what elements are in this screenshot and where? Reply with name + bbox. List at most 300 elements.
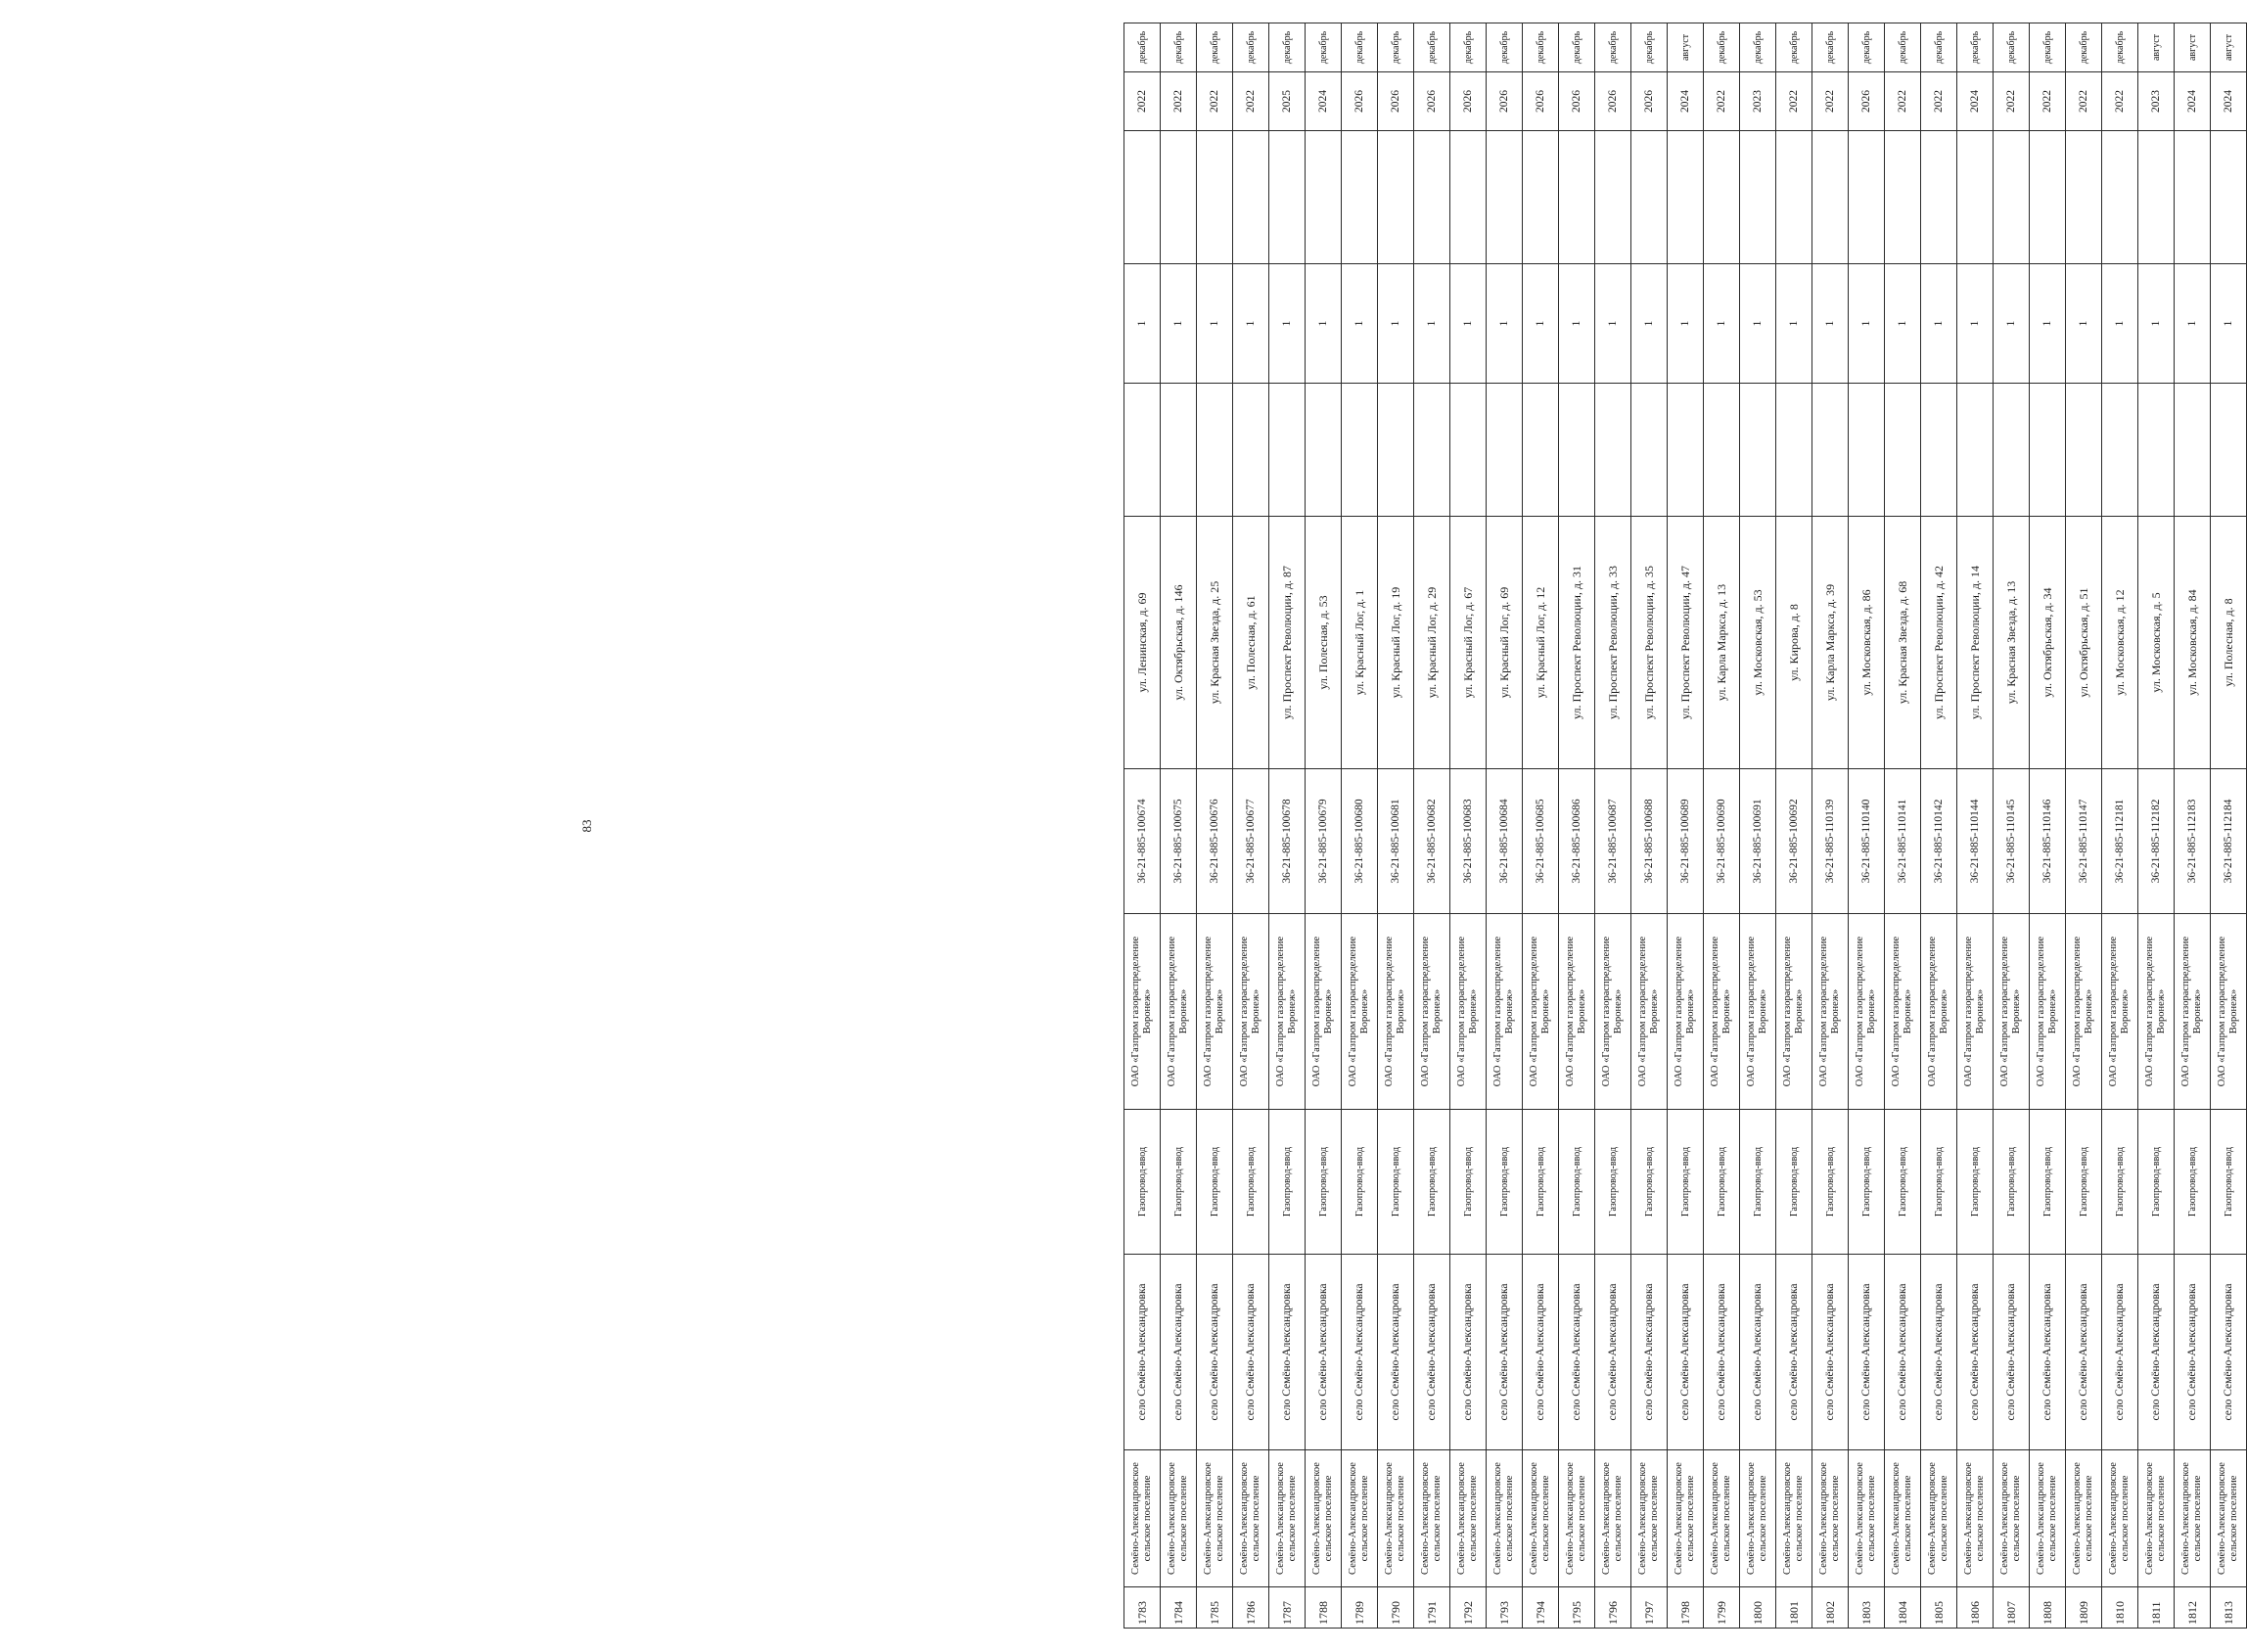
object-type-cell: Газопровод-ввод <box>1812 1110 1849 1255</box>
table-row <box>1124 23 1161 1629</box>
registry-code-cell: 36-21-885-100685 <box>1523 769 1559 914</box>
month-cell: декабрь <box>1233 23 1269 72</box>
table-row <box>2066 23 2102 1629</box>
organization-cell: ОАО «Газпром газораспределение Воронеж» <box>1559 914 1595 1110</box>
registry-code-cell: 36-21-885-112183 <box>2175 769 2211 914</box>
settlement-cell: Семёно-Александровское сельское поселение <box>1342 1450 1378 1587</box>
registry-code-cell: 36-21-885-110146 <box>2030 769 2066 914</box>
settlement-cell: Семёно-Александровское сельское поселение <box>1124 1450 1161 1587</box>
organization-cell: ОАО «Газпром газораспределение Воронеж» <box>1812 914 1849 1110</box>
month-cell: декабрь <box>1559 23 1595 72</box>
address-cell: ул. Красная Звезда, д. 13 <box>1994 517 2030 769</box>
organization-cell: ОАО «Газпром газораспределение Воронеж» <box>1849 914 1885 1110</box>
month-cell: декабрь <box>1631 23 1668 72</box>
address-cell: ул. Красная Звезда, д. 68 <box>1885 517 1921 769</box>
address-cell: ул. Проспект Революции, д. 47 <box>1668 517 1704 769</box>
organization-cell: ОАО «Газпром газораспределение Воронеж» <box>1414 914 1450 1110</box>
locality-cell: село Семёно-Александровка <box>2211 1255 2247 1450</box>
empty-cell <box>2066 131 2102 264</box>
object-type-cell: Газопровод-ввод <box>1161 1110 1197 1255</box>
registry-code-cell: 36-21-885-100692 <box>1776 769 1812 914</box>
organization-cell: ОАО «Газпром газораспределение Воронеж» <box>1704 914 1740 1110</box>
year-cell: 2024 <box>1668 72 1704 131</box>
organization-cell: ОАО «Газпром газораспределение Воронеж» <box>1124 914 1161 1110</box>
organization-cell: ОАО «Газпром газораспределение Воронеж» <box>1378 914 1414 1110</box>
month-cell: декабрь <box>1342 23 1378 72</box>
year-cell: 2024 <box>2175 72 2211 131</box>
object-type-cell: Газопровод-ввод <box>1595 1110 1631 1255</box>
object-type-cell: Газопровод-ввод <box>2211 1110 2247 1255</box>
registry-code-cell: 36-21-885-100686 <box>1559 769 1595 914</box>
locality-cell: село Семёно-Александровка <box>2175 1255 2211 1450</box>
registry-code-cell: 36-21-885-100678 <box>1269 769 1306 914</box>
settlement-cell: Семёно-Александровское сельское поселение <box>1233 1450 1269 1587</box>
address-cell: ул. Проспект Революции, д. 87 <box>1269 517 1306 769</box>
locality-cell: село Семёно-Александровка <box>1269 1255 1306 1450</box>
row-number: 1792 <box>1450 1587 1487 1629</box>
settlement-cell: Семёно-Александровское сельское поселение <box>1559 1450 1595 1587</box>
settlement-cell: Семёно-Александровское сельское поселение <box>1378 1450 1414 1587</box>
empty-cell <box>1631 131 1668 264</box>
address-cell: ул. Красный Лог, д. 69 <box>1487 517 1523 769</box>
address-cell: ул. Октябрьская, д. 34 <box>2030 517 2066 769</box>
empty-cell <box>2030 131 2066 264</box>
month-cell: декабрь <box>1269 23 1306 72</box>
address-cell: ул. Красный Лог, д. 67 <box>1450 517 1487 769</box>
empty-cell <box>2102 384 2138 517</box>
registry-code-cell: 36-21-885-100674 <box>1124 769 1161 914</box>
empty-cell <box>1378 131 1414 264</box>
year-cell: 2026 <box>1595 72 1631 131</box>
month-cell: декабрь <box>1487 23 1523 72</box>
organization-cell: ОАО «Газпром газораспределение Воронеж» <box>2102 914 2138 1110</box>
empty-cell <box>1776 384 1812 517</box>
organization-cell: ОАО «Газпром газораспределение Воронеж» <box>2030 914 2066 1110</box>
object-type-cell: Газопровод-ввод <box>1450 1110 1487 1255</box>
settlement-cell: Семёно-Александровское сельское поселение <box>1776 1450 1812 1587</box>
quantity-cell: 1 <box>2138 264 2175 384</box>
registry-code-cell: 36-21-885-112184 <box>2211 769 2247 914</box>
row-number: 1783 <box>1124 1587 1161 1629</box>
year-cell: 2022 <box>2030 72 2066 131</box>
empty-cell <box>1668 384 1704 517</box>
organization-cell: ОАО «Газпром газораспределение Воронеж» <box>1487 914 1523 1110</box>
address-cell: ул. Полесная, д. 53 <box>1306 517 1342 769</box>
settlement-cell: Семёно-Александровское сельское поселение <box>2138 1450 2175 1587</box>
empty-cell <box>1197 131 1233 264</box>
row-number: 1784 <box>1161 1587 1197 1629</box>
address-cell: ул. Московская, д. 86 <box>1849 517 1885 769</box>
address-cell: ул. Красная Звезда, д. 25 <box>1197 517 1233 769</box>
address-cell: ул. Проспект Революции, д. 31 <box>1559 517 1595 769</box>
quantity-cell: 1 <box>1124 264 1161 384</box>
year-cell: 2022 <box>2066 72 2102 131</box>
table-row <box>1487 23 1523 1629</box>
settlement-cell: Семёно-Александровское сельское поселение <box>1523 1450 1559 1587</box>
year-cell: 2022 <box>1921 72 1957 131</box>
gas-pipeline-table <box>1124 23 2247 1629</box>
settlement-cell: Семёно-Александровское сельское поселение <box>2066 1450 2102 1587</box>
object-type-cell: Газопровод-ввод <box>2030 1110 2066 1255</box>
row-number: 1808 <box>2030 1587 2066 1629</box>
month-cell: декабрь <box>1994 23 2030 72</box>
locality-cell: село Семёно-Александровка <box>1776 1255 1812 1450</box>
empty-cell <box>1921 384 1957 517</box>
table-row <box>1269 23 1306 1629</box>
table-row <box>1342 23 1378 1629</box>
month-cell: декабрь <box>1378 23 1414 72</box>
empty-cell <box>1487 384 1523 517</box>
empty-cell <box>1740 384 1776 517</box>
table-row <box>1161 23 1197 1629</box>
settlement-cell: Семёно-Александровское сельское поселение <box>2211 1450 2247 1587</box>
registry-code-cell: 36-21-885-110141 <box>1885 769 1921 914</box>
object-type-cell: Газопровод-ввод <box>1414 1110 1450 1255</box>
table-row <box>1740 23 1776 1629</box>
object-type-cell: Газопровод-ввод <box>1523 1110 1559 1255</box>
empty-cell <box>2066 384 2102 517</box>
year-cell: 2022 <box>1197 72 1233 131</box>
year-cell: 2026 <box>1414 72 1450 131</box>
quantity-cell: 1 <box>1559 264 1595 384</box>
empty-cell <box>1414 384 1450 517</box>
table-row <box>1631 23 1668 1629</box>
quantity-cell: 1 <box>2102 264 2138 384</box>
empty-cell <box>2175 384 2211 517</box>
registry-code-cell: 36-21-885-100689 <box>1668 769 1704 914</box>
month-cell: декабрь <box>2066 23 2102 72</box>
month-cell: август <box>2138 23 2175 72</box>
year-cell: 2022 <box>1161 72 1197 131</box>
row-number: 1795 <box>1559 1587 1595 1629</box>
settlement-cell: Семёно-Александровское сельское поселение <box>1885 1450 1921 1587</box>
quantity-cell: 1 <box>1668 264 1704 384</box>
organization-cell: ОАО «Газпром газораспределение Воронеж» <box>2175 914 2211 1110</box>
address-cell: ул. Ленинская, д. 69 <box>1124 517 1161 769</box>
empty-cell <box>1885 131 1921 264</box>
object-type-cell: Газопровод-ввод <box>1306 1110 1342 1255</box>
month-cell: август <box>2175 23 2211 72</box>
address-cell: ул. Полесная, д. 8 <box>2211 517 2247 769</box>
object-type-cell: Газопровод-ввод <box>1233 1110 1269 1255</box>
year-cell: 2022 <box>1812 72 1849 131</box>
table-row <box>2102 23 2138 1629</box>
year-cell: 2022 <box>1885 72 1921 131</box>
organization-cell: ОАО «Газпром газораспределение Воронеж» <box>1450 914 1487 1110</box>
organization-cell: ОАО «Газпром газораспределение Воронеж» <box>1668 914 1704 1110</box>
settlement-cell: Семёно-Александровское сельское поселение <box>1957 1450 1994 1587</box>
row-number: 1804 <box>1885 1587 1921 1629</box>
object-type-cell: Газопровод-ввод <box>1342 1110 1378 1255</box>
table-row <box>1668 23 1704 1629</box>
empty-cell <box>1885 384 1921 517</box>
quantity-cell: 1 <box>1233 264 1269 384</box>
table-row <box>1957 23 1994 1629</box>
registry-code-cell: 36-21-885-100682 <box>1414 769 1450 914</box>
address-cell: ул. Карла Маркса, д. 39 <box>1812 517 1849 769</box>
address-cell: ул. Проспект Революции, д. 14 <box>1957 517 1994 769</box>
row-number: 1811 <box>2138 1587 2175 1629</box>
locality-cell: село Семёно-Александровка <box>1306 1255 1342 1450</box>
quantity-cell: 1 <box>1595 264 1631 384</box>
empty-cell <box>1957 131 1994 264</box>
locality-cell: село Семёно-Александровка <box>1921 1255 1957 1450</box>
locality-cell: село Семёно-Александровка <box>1740 1255 1776 1450</box>
settlement-cell: Семёно-Александровское сельское поселение <box>1740 1450 1776 1587</box>
empty-cell <box>1342 131 1378 264</box>
object-type-cell: Газопровод-ввод <box>1957 1110 1994 1255</box>
object-type-cell: Газопровод-ввод <box>1740 1110 1776 1255</box>
empty-cell <box>1161 384 1197 517</box>
settlement-cell: Семёно-Александровское сельское поселение <box>2102 1450 2138 1587</box>
organization-cell: ОАО «Газпром газораспределение Воронеж» <box>1233 914 1269 1110</box>
table-row <box>1306 23 1342 1629</box>
month-cell: август <box>2211 23 2247 72</box>
empty-cell <box>1994 131 2030 264</box>
object-type-cell: Газопровод-ввод <box>1776 1110 1812 1255</box>
address-cell: ул. Московская, д. 12 <box>2102 517 2138 769</box>
quantity-cell: 1 <box>1378 264 1414 384</box>
month-cell: декабрь <box>1885 23 1921 72</box>
object-type-cell: Газопровод-ввод <box>1559 1110 1595 1255</box>
registry-code-cell: 36-21-885-100687 <box>1595 769 1631 914</box>
locality-cell: село Семёно-Александровка <box>1668 1255 1704 1450</box>
quantity-cell: 1 <box>1957 264 1994 384</box>
year-cell: 2022 <box>1994 72 2030 131</box>
object-type-cell: Газопровод-ввод <box>2138 1110 2175 1255</box>
empty-cell <box>2211 384 2247 517</box>
empty-cell <box>1269 131 1306 264</box>
quantity-cell: 1 <box>1704 264 1740 384</box>
registry-code-cell: 36-21-885-112182 <box>2138 769 2175 914</box>
registry-code-cell: 36-21-885-100690 <box>1704 769 1740 914</box>
registry-code-cell: 36-21-885-110139 <box>1812 769 1849 914</box>
empty-cell <box>1306 131 1342 264</box>
empty-cell <box>1487 131 1523 264</box>
address-cell: ул. Октябрьская, д. 146 <box>1161 517 1197 769</box>
empty-cell <box>2030 384 2066 517</box>
object-type-cell: Газопровод-ввод <box>1487 1110 1523 1255</box>
table-row <box>1197 23 1233 1629</box>
organization-cell: ОАО «Газпром газораспределение Воронеж» <box>2211 914 2247 1110</box>
object-type-cell: Газопровод-ввод <box>1631 1110 1668 1255</box>
row-number: 1791 <box>1414 1587 1450 1629</box>
month-cell: декабрь <box>1523 23 1559 72</box>
organization-cell: ОАО «Газпром газораспределение Воронеж» <box>2066 914 2102 1110</box>
empty-cell <box>2138 384 2175 517</box>
year-cell: 2026 <box>1559 72 1595 131</box>
settlement-cell: Семёно-Александровское сельское поселение <box>1595 1450 1631 1587</box>
empty-cell <box>1450 131 1487 264</box>
table-row <box>1812 23 1849 1629</box>
empty-cell <box>1233 384 1269 517</box>
table-row <box>1776 23 1812 1629</box>
empty-cell <box>1161 131 1197 264</box>
month-cell: декабрь <box>1161 23 1197 72</box>
year-cell: 2026 <box>1487 72 1523 131</box>
organization-cell: ОАО «Газпром газораспределение Воронеж» <box>1306 914 1342 1110</box>
empty-cell <box>1523 131 1559 264</box>
settlement-cell: Семёно-Александровское сельское поселение <box>1306 1450 1342 1587</box>
empty-cell <box>1812 384 1849 517</box>
empty-cell <box>2175 131 2211 264</box>
address-cell: ул. Красный Лог, д. 29 <box>1414 517 1450 769</box>
empty-cell <box>2102 131 2138 264</box>
empty-cell <box>1994 384 2030 517</box>
empty-cell <box>1921 131 1957 264</box>
settlement-cell: Семёно-Александровское сельское поселение <box>1921 1450 1957 1587</box>
address-cell: ул. Полесная, д. 61 <box>1233 517 1269 769</box>
settlement-cell: Семёно-Александровское сельское поселение <box>1849 1450 1885 1587</box>
empty-cell <box>1849 131 1885 264</box>
registry-code-cell: 36-21-885-100676 <box>1197 769 1233 914</box>
organization-cell: ОАО «Газпром газораспределение Воронеж» <box>1957 914 1994 1110</box>
row-number: 1810 <box>2102 1587 2138 1629</box>
month-cell: декабрь <box>1921 23 1957 72</box>
settlement-cell: Семёно-Александровское сельское поселение <box>1668 1450 1704 1587</box>
empty-cell <box>1812 131 1849 264</box>
registry-code-cell: 36-21-885-110147 <box>2066 769 2102 914</box>
table-row <box>1378 23 1414 1629</box>
settlement-cell: Семёно-Александровское сельское поселение <box>1161 1450 1197 1587</box>
address-cell: ул. Проспект Революции, д. 42 <box>1921 517 1957 769</box>
table-row <box>1921 23 1957 1629</box>
page-number: 83 <box>579 819 594 833</box>
address-cell: ул. Карла Маркса, д. 13 <box>1704 517 1740 769</box>
locality-cell: село Семёно-Александровка <box>1885 1255 1921 1450</box>
month-cell: декабрь <box>1595 23 1631 72</box>
organization-cell: ОАО «Газпром газораспределение Воронеж» <box>1921 914 1957 1110</box>
organization-cell: ОАО «Газпром газораспределение Воронеж» <box>1161 914 1197 1110</box>
settlement-cell: Семёно-Александровское сельское поселение <box>1704 1450 1740 1587</box>
address-cell: ул. Проспект Революции, д. 33 <box>1595 517 1631 769</box>
row-number: 1809 <box>2066 1587 2102 1629</box>
locality-cell: село Семёно-Александровка <box>1450 1255 1487 1450</box>
quantity-cell: 1 <box>1523 264 1559 384</box>
empty-cell <box>1124 131 1161 264</box>
quantity-cell: 1 <box>1487 264 1523 384</box>
empty-cell <box>1668 131 1704 264</box>
address-cell: ул. Красный Лог, д. 19 <box>1378 517 1414 769</box>
table-row <box>1704 23 1740 1629</box>
address-cell: ул. Московская, д. 53 <box>1740 517 1776 769</box>
settlement-cell: Семёно-Александровское сельское поселение <box>1414 1450 1450 1587</box>
row-number: 1790 <box>1378 1587 1414 1629</box>
month-cell: август <box>1668 23 1704 72</box>
quantity-cell: 1 <box>2175 264 2211 384</box>
address-cell: ул. Октябрьская, д. 51 <box>2066 517 2102 769</box>
quantity-cell: 1 <box>1812 264 1849 384</box>
empty-cell <box>1233 131 1269 264</box>
table-row <box>1559 23 1595 1629</box>
month-cell: декабрь <box>1414 23 1450 72</box>
year-cell: 2024 <box>1306 72 1342 131</box>
table-row <box>2030 23 2066 1629</box>
object-type-cell: Газопровод-ввод <box>1378 1110 1414 1255</box>
empty-cell <box>1269 384 1306 517</box>
settlement-cell: Семёно-Александровское сельское поселение <box>1487 1450 1523 1587</box>
object-type-cell: Газопровод-ввод <box>1269 1110 1306 1255</box>
registry-code-cell: 36-21-885-100677 <box>1233 769 1269 914</box>
table-row <box>1414 23 1450 1629</box>
organization-cell: ОАО «Газпром газораспределение Воронеж» <box>1885 914 1921 1110</box>
month-cell: декабрь <box>1704 23 1740 72</box>
settlement-cell: Семёно-Александровское сельское поселение <box>1269 1450 1306 1587</box>
row-number: 1793 <box>1487 1587 1523 1629</box>
year-cell: 2026 <box>1523 72 1559 131</box>
table-row <box>1885 23 1921 1629</box>
organization-cell: ОАО «Газпром газораспределение Воронеж» <box>2138 914 2175 1110</box>
address-cell: ул. Красный Лог, д. 1 <box>1342 517 1378 769</box>
row-number: 1797 <box>1631 1587 1668 1629</box>
table-row <box>1595 23 1631 1629</box>
row-number: 1801 <box>1776 1587 1812 1629</box>
object-type-cell: Газопровод-ввод <box>1885 1110 1921 1255</box>
registry-code-cell: 36-21-885-110145 <box>1994 769 2030 914</box>
locality-cell: село Семёно-Александровка <box>1957 1255 1994 1450</box>
empty-cell <box>1740 131 1776 264</box>
registry-code-cell: 36-21-885-100688 <box>1631 769 1668 914</box>
row-number: 1785 <box>1197 1587 1233 1629</box>
table-row <box>1849 23 1885 1629</box>
empty-cell <box>1378 384 1414 517</box>
row-number: 1805 <box>1921 1587 1957 1629</box>
object-type-cell: Газопровод-ввод <box>1197 1110 1233 1255</box>
empty-cell <box>1450 384 1487 517</box>
row-number: 1794 <box>1523 1587 1559 1629</box>
table-body <box>1124 23 2247 1629</box>
organization-cell: ОАО «Газпром газораспределение Воронеж» <box>1994 914 2030 1110</box>
month-cell: декабрь <box>1812 23 1849 72</box>
locality-cell: село Семёно-Александровка <box>1704 1255 1740 1450</box>
quantity-cell: 1 <box>1161 264 1197 384</box>
empty-cell <box>1559 384 1595 517</box>
settlement-cell: Семёно-Александровское сельское поселение <box>2030 1450 2066 1587</box>
registry-code-cell: 36-21-885-112181 <box>2102 769 2138 914</box>
registry-code-cell: 36-21-885-100691 <box>1740 769 1776 914</box>
empty-cell <box>1704 384 1740 517</box>
table-row <box>2211 23 2247 1629</box>
registry-code-cell: 36-21-885-100683 <box>1450 769 1487 914</box>
object-type-cell: Газопровод-ввод <box>1994 1110 2030 1255</box>
year-cell: 2025 <box>1269 72 1306 131</box>
locality-cell: село Семёно-Александровка <box>1342 1255 1378 1450</box>
year-cell: 2026 <box>1378 72 1414 131</box>
object-type-cell: Газопровод-ввод <box>1921 1110 1957 1255</box>
quantity-cell: 1 <box>1885 264 1921 384</box>
empty-cell <box>1523 384 1559 517</box>
year-cell: 2026 <box>1631 72 1668 131</box>
month-cell: декабрь <box>1740 23 1776 72</box>
row-number: 1796 <box>1595 1587 1631 1629</box>
month-cell: декабрь <box>2030 23 2066 72</box>
registry-code-cell: 36-21-885-100681 <box>1378 769 1414 914</box>
year-cell: 2022 <box>1124 72 1161 131</box>
year-cell: 2022 <box>1704 72 1740 131</box>
year-cell: 2024 <box>1957 72 1994 131</box>
locality-cell: село Семёно-Александровка <box>1197 1255 1233 1450</box>
quantity-cell: 1 <box>1306 264 1342 384</box>
empty-cell <box>1306 384 1342 517</box>
month-cell: декабрь <box>1957 23 1994 72</box>
locality-cell: село Семёно-Александровка <box>1631 1255 1668 1450</box>
locality-cell: село Семёно-Александровка <box>1812 1255 1849 1450</box>
object-type-cell: Газопровод-ввод <box>1124 1110 1161 1255</box>
registry-code-cell: 36-21-885-100684 <box>1487 769 1523 914</box>
locality-cell: село Семёно-Александровка <box>1233 1255 1269 1450</box>
object-type-cell: Газопровод-ввод <box>1704 1110 1740 1255</box>
empty-cell <box>1957 384 1994 517</box>
